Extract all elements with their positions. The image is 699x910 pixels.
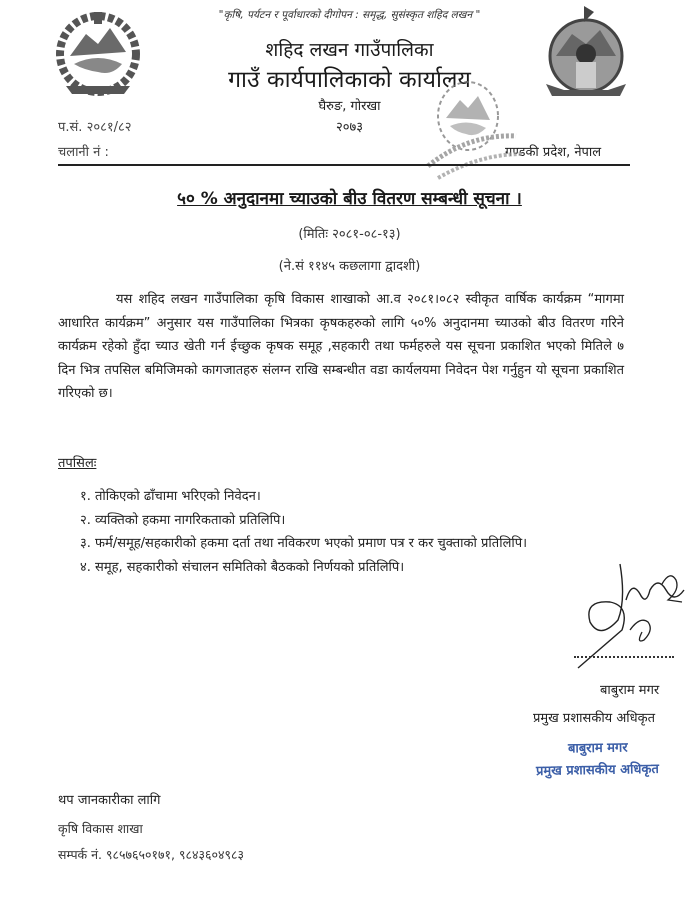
organization-name: शहिद लखन गाउँपालिका <box>265 39 434 61</box>
list-item: १. तोकिएको ढाँचामा भरिएको निवेदन। <box>80 489 261 504</box>
established-year: २०७३ <box>335 120 364 135</box>
list-item: ४. समूह, सहकारीको संचालन समितिको बैठकको निर्णयको प्रतिलिपि। <box>80 559 405 575</box>
notice-title-text: ५० % अनुदानमा च्याउको बीउ वितरण सम्बन्धी सूचना । <box>177 189 522 209</box>
signature-icon <box>570 560 690 670</box>
notice-date: (मितिः २०८१-०८-१३) <box>298 227 401 242</box>
section-name: कृषि विकास शाखा <box>58 821 143 836</box>
notice-body: यस शहिद लखन गाउँपालिका कृषि विकास शाखाको आ.व २०८१।०८२ स्वीकृत वार्षिक कार्यक्रम “मागमा आधारित कार्यक्रम” अनुसार यस गाउँपालिका भित्रका कृषकहरुको लागि ५०% अनुदानमा च्याउको बीउ वितरण गरिने कार्यक्रम रहेको हुँदा च्याउ खेती गर्न ईच्छुक कृषक समूह ,सहकारी तथा फर्महरुले यस सूचना प्रकाशित भएको मितिले ७ दिन भित्र तपसिल बमिजिमको कागजातहरु संलग्न राखि सम्बन्धीत वडा कार्यलयमा निवेदन पेश गर्नुहुन यो सूचना प्रकाशित गरिएको छ। <box>58 292 624 401</box>
stamp-signer-designation: प्रमुख प्रशासकीय अधिकृत <box>535 761 659 780</box>
more-info-label: थप जानकारीका लागि <box>58 793 161 808</box>
signer-designation: प्रमुख प्रशासकीय अधिकृत <box>533 711 656 726</box>
nepal-sambat-date: (ने.सं ११४५ कछलागा द्वादशी) <box>278 259 421 274</box>
list-item: ३. फर्म/समूह/सहकारीको हकमा दर्ता तथा नविकरण भएको प्रमाण पत्र र कर चुक्ताको प्रतिलिपि। <box>80 536 528 551</box>
stamp-signer-name: बाबुराम मगर <box>567 740 628 757</box>
province-country: गण्डकी प्रदेश, नेपाल <box>505 145 602 160</box>
office-address: घैरुङ, गोरखा <box>318 99 381 114</box>
reference-number: प.सं. २०८१/८२ <box>58 120 132 135</box>
office-name: गाउँ कार्यपालिकाको कार्यालय <box>228 67 471 93</box>
notice-title <box>0 186 699 209</box>
header-divider <box>58 164 630 166</box>
signature-line <box>574 656 674 658</box>
details-heading: तपसिलः <box>58 456 97 471</box>
office-seal-icon <box>410 74 540 184</box>
dispatch-number-label: चलानी नं : <box>58 145 109 160</box>
contact-numbers: सम्पर्क नं. ९८५७६५०१७१, ९८४३६०४९८३ <box>58 847 244 862</box>
list-item: २. व्यक्तिको हकमा नागरिकताको प्रतिलिपि। <box>80 512 286 528</box>
signer-name: बाबुराम मगर <box>600 683 660 698</box>
required-documents-list <box>80 485 527 579</box>
municipality-motto: "कृषि, पर्यटन र पूर्वाधारको दीगोपन : समृद्ध, सुसंस्कृत शहिद लखन " <box>218 9 481 21</box>
